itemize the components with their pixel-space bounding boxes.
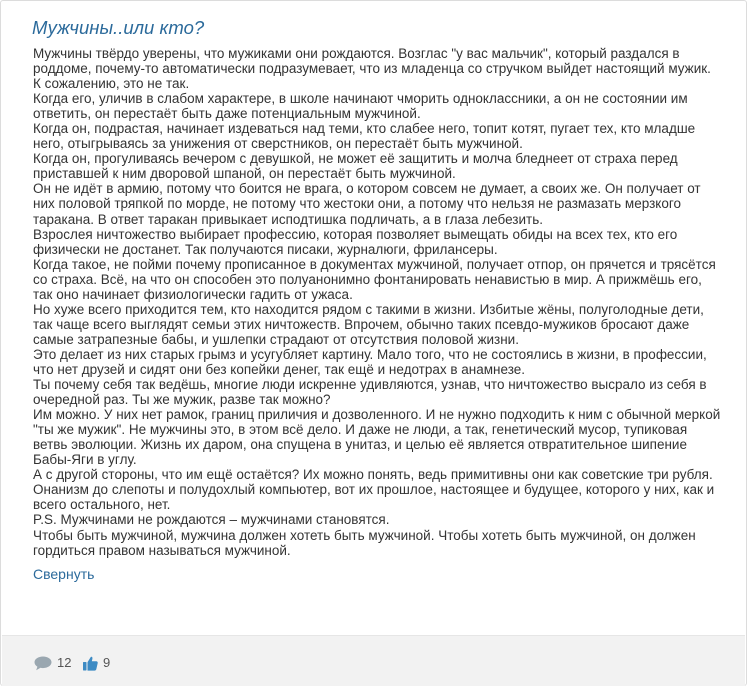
paragraph-15: Чтобы быть мужчиной, мужчина должен хотеть быть мужчиной. Чтобы хотеть быть мужчиной, он должен гордиться правом называться мужчиной.: [33, 527, 696, 558]
comment-bubble-icon: [33, 655, 53, 671]
paragraph-6: Он не идёт в армию, потому что боится не врага, о котором совсем не думает, а своих же. Он получает от них половой тряпкой по морде, не потому что жестоки они, а потому что нельзя не размазать мерзкого таракана. В ответ таракан привыкает исподтишка подличать, а в глаза лебезить.: [33, 181, 701, 227]
paragraph-2: К сожалению, это не так.: [33, 76, 190, 92]
post-body: [33, 46, 721, 558]
thumbs-up-icon: [82, 655, 99, 672]
paragraph-5: Когда он, прогуливаясь вечером с девушкой, не может её защитить и молча бледнеет от страха перед приставшей к ним дворовой шпаной, он перестаёт быть мужчиной.: [33, 151, 678, 182]
likes-counter[interactable]: [82, 654, 110, 672]
post-content: [29, 17, 719, 584]
paragraph-1: Мужчины твёрдо уверены, что мужиками они рождаются. Возглас "у вас мальчик", который раздался в роддоме, почему-то автоматически подразумевает, что из младенца со стручком выйдет настоящий мужик.: [33, 46, 711, 77]
paragraph-8: Когда такое, не пойми почему прописанное в документах мужчиной, получает отпор, он прячется и трясётся со страха. Всё, на что он способен это полуанонимно фонтанировать ненавистью в мир. А прижмёшь его, так оно начинает физиологически гадить от ужаса.: [33, 256, 716, 302]
comments-counter[interactable]: [33, 654, 71, 672]
paragraph-13: А с другой стороны, что им ещё остаётся? Их можно понять, ведь примитивны они как советские три рубля. Онанизм до слепоты и полудохлый компьютер, вот их прошлое, настоящее и будущее, которого у них, как и всего остального, нет.: [33, 467, 715, 513]
paragraph-9: Но хуже всего приходится тем, кто находится рядом с такими в жизни. Избитые жёны, полуголодные дети, так чаще всего выглядят семьи этих ничтожеств. Впрочем, обычно таких псевдо-мужиков бросают даже самые затрапезные бабы, и ушлепки страдают от отсутствия половой жизни.: [33, 301, 704, 347]
collapse-link[interactable]: Свернуть: [33, 565, 95, 582]
post-title[interactable]: Мужчины..или кто?: [32, 17, 205, 38]
paragraph-10: Это делает из них старых грымз и усугубляет картину. Мало того, что не состоялись в жизни, в профессии, что нет друзей и сидят они без копейки денег, так ещё и недотрах в анамнезе.: [33, 346, 707, 377]
paragraph-3: Когда его, уличив в слабом характере, в школе начинают чморить одноклассники, а он не состоянии им ответить, он перестаёт быть даже потенциальным мужчиной.: [33, 91, 688, 122]
paragraph-7: Взрослея ничтожество выбирает профессию, которая позволяет вымещать обиды на всех тех, кто его физически не достанет. Так получаются писаки, журналюги, фрилансеры.: [33, 226, 678, 257]
paragraph-14: P.S. Мужчинами не рождаются – мужчинами становятся.: [33, 512, 390, 528]
likes-count: 9: [103, 655, 111, 670]
paragraph-12: Им можно. У них нет рамок, границ приличия и дозволенного. И не нужно подходить к ним с обычной меркой "ты же мужик". Не мужчины это, в этом всё дело. И даже не люди, а так, генетический мусор, тупиковая ветвь эволюции. Жизнь их даром, она спущена в унитаз, и целью её является отвратительное шипение Бабы-Яги в углу.: [33, 407, 721, 468]
post-footer: [2, 635, 745, 686]
paragraph-11: Ты почему себя так ведёшь, многие люди искренне удивляются, узнав, что ничтожество высрало из себя в очередной раз. Ты же мужик, разве так можно?: [33, 377, 707, 408]
comments-count: 12: [57, 655, 72, 670]
paragraph-4: Когда он, подрастая, начинает издеваться над теми, кто слабее него, топит котят, пугает тех, кто младше него, отыгрываясь за унижения от сверстников, он перестаёт быть мужчиной.: [33, 121, 696, 152]
